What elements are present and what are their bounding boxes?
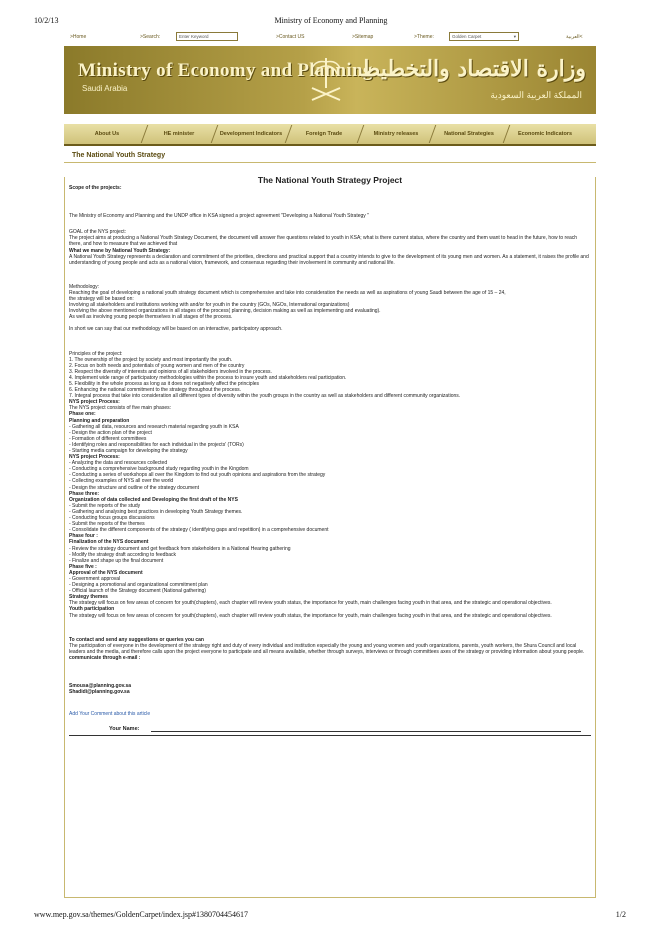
comment-form: [69, 723, 591, 736]
banner-title-en: Ministry of Economy and Planning: [78, 60, 373, 81]
phase-item: - Modify the strategy draft according to feedback: [69, 551, 176, 558]
principle-item: 3. Respect the diversity of interests and opinions of all stakeholders involved in the process.: [69, 368, 272, 375]
methodology-line: Involving all stakeholders and institutions working with and/or for youth in the country (GOs, NGOs, International organizations): [69, 302, 350, 309]
print-header: [0, 0, 662, 26]
phase-item: - Government approval: [69, 575, 121, 582]
methodology-line: the strategy will be based on:: [69, 296, 134, 303]
phase-item: - Gathering all data, resources and research material regarding youth in KSA: [69, 423, 239, 430]
print-title: Ministry of Economy and Planning: [274, 16, 388, 25]
email-link[interactable]: Shadidi@planning.gov.sa: [69, 689, 130, 696]
phase-five-title: Approval of the NYS document: [69, 569, 143, 576]
nav-national-strategies[interactable]: National Strategies: [444, 131, 494, 137]
goal-text: The project aims at producing a National Youth Strategy Document, the document will answer five questions related to youth in KSA; what is there current status, where the country and them want to head in the future, how to reach there, and how to measure that we achieved that: [69, 235, 578, 248]
principles-label: Principles of the project:: [69, 350, 123, 357]
principle-item: 2. Focus on both needs and potentials of young women and men of the country: [69, 362, 245, 369]
methodology-line: Reaching the goal of developing a national youth strategy document which is comprehensive and take into consideration the needs as well as aspirations of young Saudi between the age of 15 – 24,: [69, 289, 506, 296]
sitemap-link[interactable]: >Sitemap: [352, 34, 374, 40]
phase-three-heading: Phase three:: [69, 490, 100, 497]
phase-item: - Review the strategy document and get feedback from stakeholders in a National Hearing gathering: [69, 545, 291, 552]
phase-item: - Design the action plan of the project: [69, 429, 152, 436]
theme-label: >Theme:: [414, 34, 434, 40]
methodology-line: Involving the above mentioned organizations in all stages of the process( planning, decision making as well as implementing and evaluating).: [69, 308, 381, 315]
methodology-line: As well as involving young people themselves in all stages of the process.: [69, 314, 233, 321]
phase-item: - Conducting focus groups discussions: [69, 515, 155, 522]
phase-item: - Finalize and shape up the final document: [69, 557, 164, 564]
contact-heading: To contact and send any suggestions or queries you can: [69, 636, 204, 643]
main-nav: [64, 124, 596, 146]
principle-item: 6. Enhancing the national commitment to the strategy throughout the process.: [69, 387, 242, 394]
nav-foreign-trade[interactable]: Foreign Trade: [305, 131, 343, 137]
principle-item: 7. Integral process that take into consideration all different types of diversity within the youth groups in the country as well as stakeholders and different community organizations.: [69, 393, 461, 400]
contact-text: The participation of everyone in the development of the strategy right and duty of every individual and institution especially the young and young women and youth organizations, parents, youth workers, the Shura Council and local leaders and the media, and therefore calls upon the project everyone to participate and all means available, whether through surveys, interviews or through committees axes of the strategy or providing information about young people.: [69, 642, 585, 655]
phase-three-title: Organization of data collected and Developing the first draft of the NYS: [69, 496, 238, 503]
youth-heading: Youth participation: [69, 606, 115, 613]
banner-subtitle-ar: المملكة العربية السعودية: [490, 90, 582, 100]
phase-one-title: Planning and preparation: [69, 417, 130, 424]
print-url: www.mep.gov.sa/themes/GoldenCarpet/index.jsp#1380704454617: [34, 910, 249, 919]
themes-heading: Strategy themes: [69, 594, 108, 601]
nav-ministry-releases[interactable]: Ministry releases: [373, 131, 419, 137]
nav-he-minister[interactable]: HE minister: [163, 131, 195, 137]
page-title: The National Youth Strategy: [64, 150, 596, 163]
banner-title-ar: وزارة الاقتصاد والتخطيط: [359, 56, 586, 82]
banner-subtitle-en: Saudi Arabia: [82, 84, 128, 93]
theme-select-value: Golden Carpet: [452, 34, 482, 39]
home-link[interactable]: >Home: [70, 34, 87, 40]
phase-item: - Submit the reports of the study: [69, 502, 141, 509]
print-page-number: 1/2: [615, 910, 626, 919]
phase-item: - Conducting a series of workshops all over the Kingdom to find out youth opinions and aspirations from the strategy: [69, 472, 326, 479]
nav-about-us[interactable]: About Us: [94, 131, 120, 137]
principle-item: 5. Flexibility in the whole process as long as it does not negatively affect the principles: [69, 380, 260, 387]
principle-item: 1. The ownership of the project by society and most importantly the youth.: [69, 356, 233, 363]
phase-item: - Design the structure and outline of the strategy document: [69, 484, 200, 491]
print-footer: [0, 908, 662, 928]
article-heading: The National Youth Strategy Project: [257, 175, 403, 185]
palm-swords-emblem-icon: [308, 54, 344, 104]
methodology-summary: In short we can say that our methodology will be based on an interactive, participatory approach.: [69, 326, 283, 333]
name-label: Your Name:: [109, 726, 140, 733]
email-link[interactable]: Smousa@planning.gov.sa: [69, 683, 132, 689]
phase-four-heading: Phase four :: [69, 533, 98, 540]
methodology-label: Methodology:: [69, 283, 100, 290]
phase-item: - Formation of different committees: [69, 435, 147, 442]
what-heading: What we mane by National Youth Strategy:: [69, 247, 171, 254]
phase-item: - Gathering and analysing best practices in developing Youth Strategy themes.: [69, 508, 243, 515]
phase-one-heading: Phase one:: [69, 411, 96, 418]
intro-text: The Ministry of Economy and Planning and the UNDP office in KSA signed a project agreement "Developing a National Youth Strategy ": [69, 213, 369, 220]
search-label: >Search:: [140, 34, 161, 40]
scope-heading: Scope of the projects:: [69, 185, 122, 192]
principle-item: 4. Implement wide range of participatory methodologies within the process to insure youth and stakeholders real participation.: [69, 374, 347, 381]
phase-item: - Analyzing the data and resources collected: [69, 460, 168, 467]
email-heading: communicate through e-mail :: [69, 654, 141, 661]
phase-five-heading: Phase five :: [69, 563, 97, 570]
phase-item: - Official launch of the Strategy document (National gathering): [69, 588, 206, 595]
process-heading: NYS project Process:: [69, 399, 120, 406]
name-input[interactable]: [151, 731, 581, 732]
what-text: A National Youth Strategy represents a declaration and commitment of the priorities, directions and practical support that a country intends to give to the development of its young men and women. As a statement, it raises the profile and understanding of young people and acts as a national vision, framework, and consensus regarding their involvement in community and national life.: [69, 253, 589, 266]
phase-item: - Consolidate the different components of the strategy ( identifying gaps and repetition) in a comprehensive document: [69, 527, 329, 534]
arabic-link[interactable]: العربية<: [566, 34, 583, 40]
phase-item: - Starting media campaign for developing the strategy: [69, 448, 188, 454]
goal-label: GOAL of the NYS project:: [69, 229, 127, 236]
nav-economic-indicators[interactable]: Economic Indicators: [517, 131, 573, 137]
phase-two-heading: NYS project Process:: [69, 454, 120, 461]
phase-item: - Identifying roles and responsibilities for each individual in the projects' (TORs): [69, 441, 244, 448]
themes-text: The strategy will focus on few areas of concern for youth(chapters), each chapter will review youth status, the importance for youth, main challenges facing youth in that area, and the strategic and operational objectives.: [69, 600, 552, 607]
add-comment-link[interactable]: Add Your Comment about this article: [69, 711, 151, 718]
youth-text: The strategy will focus on few areas of concern for youth(chapters), each chapter will review youth status, the importance for youth, main challenges facing youth in that area, and the strategic and operational objectives.: [69, 612, 552, 619]
phase-item: - Designing a promotional and organizational commitment plan: [69, 582, 208, 589]
search-input[interactable]: Enter Keyword: [176, 32, 238, 41]
process-text: The NYS project consists of five main phases:: [69, 405, 171, 412]
phase-item: - Conducting a comprehensive background study regarding youth in the Kingdom: [69, 466, 249, 473]
phase-item: - Collecting examples of NYS all over the world: [69, 478, 174, 485]
chevron-down-icon: ▾: [513, 34, 516, 39]
nav-development-indicators[interactable]: Development Indicators: [219, 131, 283, 137]
print-date: 10/2/13: [34, 16, 59, 25]
phase-item: - Submit the reports of the themes: [69, 521, 145, 528]
site-frame: [64, 30, 596, 898]
theme-select[interactable]: [449, 32, 519, 41]
contact-link[interactable]: >Contact US: [276, 34, 305, 40]
site-banner: [64, 46, 596, 114]
article-body: [64, 177, 596, 898]
phase-four-title: Finalization of the NYS document: [69, 539, 149, 546]
top-utility-bar: [64, 30, 596, 44]
